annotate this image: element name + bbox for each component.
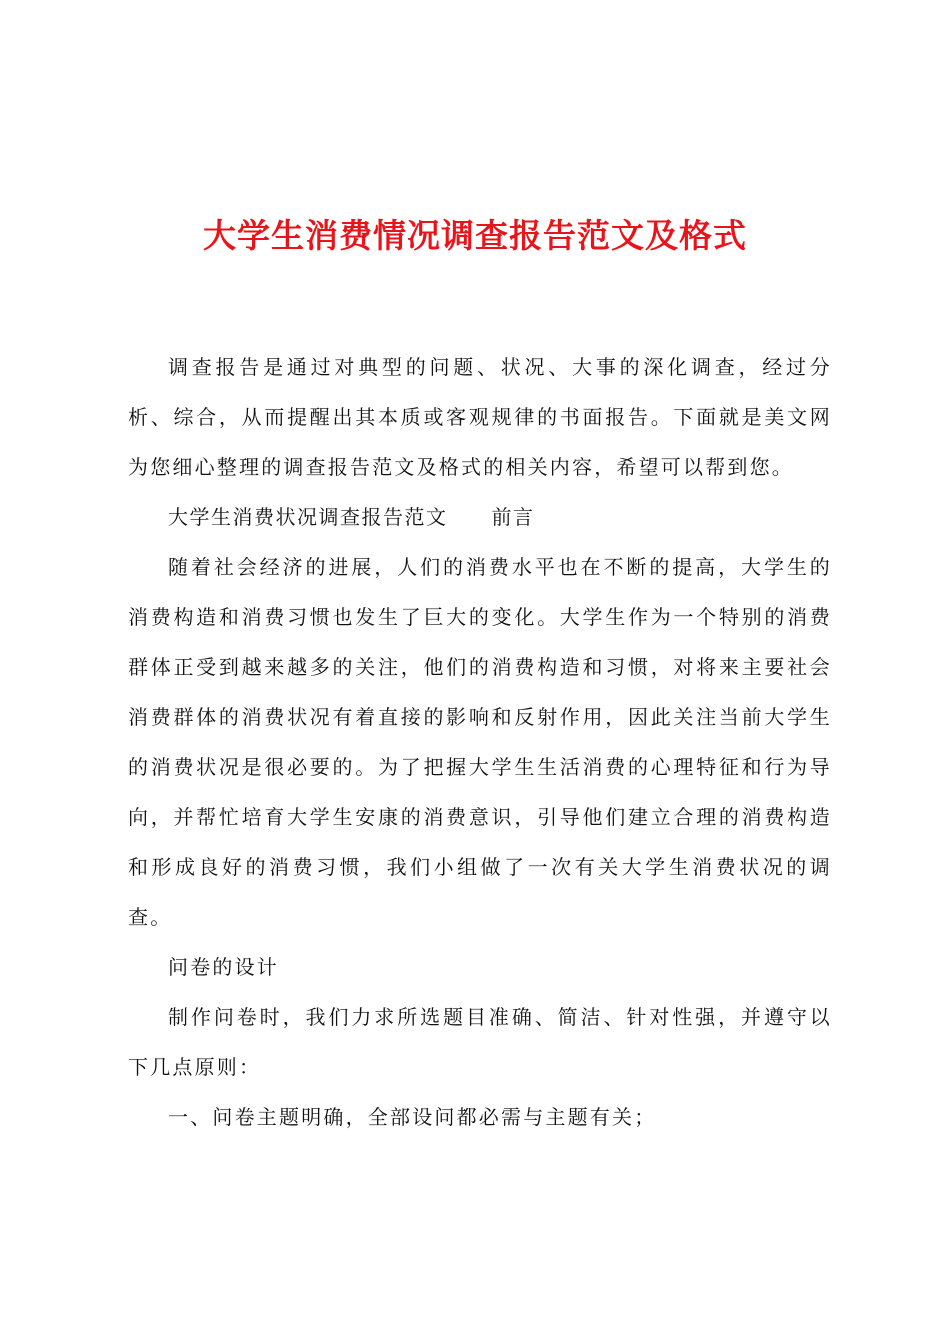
questionnaire-principles-paragraph: 制作问卷时，我们力求所选题目准确、简洁、针对性强，并遵守以下几点原则： [128, 1005, 832, 1079]
document-body [128, 342, 832, 1142]
section-heading-preface: 前言 [491, 505, 535, 529]
questionnaire-design-heading: 问卷的设计 [168, 955, 279, 979]
intro-paragraph: 调查报告是通过对典型的问题、状况、大事的深化调查，经过分析、综合，从而提醒出其本质或客观规律的书面报告。下面就是美文网为您细心整理的调查报告范文及格式的相关内容，希望可以帮到您。 [128, 355, 832, 479]
document-title: 大学生消费情况调查报告范文及格式 [203, 216, 747, 255]
preface-paragraph: 随着社会经济的进展，人们的消费水平也在不断的提高，大学生的消费构造和消费习惯也发生了巨大的变化。大学生作为一个特别的消费群体正受到越来越多的关注，他们的消费构造和习惯，对将来主要社会消费群体的消费状况有着直接的影响和反射作用，因此关注当前大学生的消费状况是很必要的。为了把握大学生生活消费的心理特征和行为导向，并帮忙培育大学生安康的消费意识，引导他们建立合理的消费构造和形成良好的消费习惯，我们小组做了一次有关大学生消费状况的调查。 [128, 555, 832, 929]
section-heading-line [128, 492, 832, 542]
principle-one-item: 一、问卷主题明确，全部设问都必需与主题有关； [168, 1105, 657, 1129]
section-heading-title: 大学生消费状况调查报告范文 [168, 505, 448, 529]
